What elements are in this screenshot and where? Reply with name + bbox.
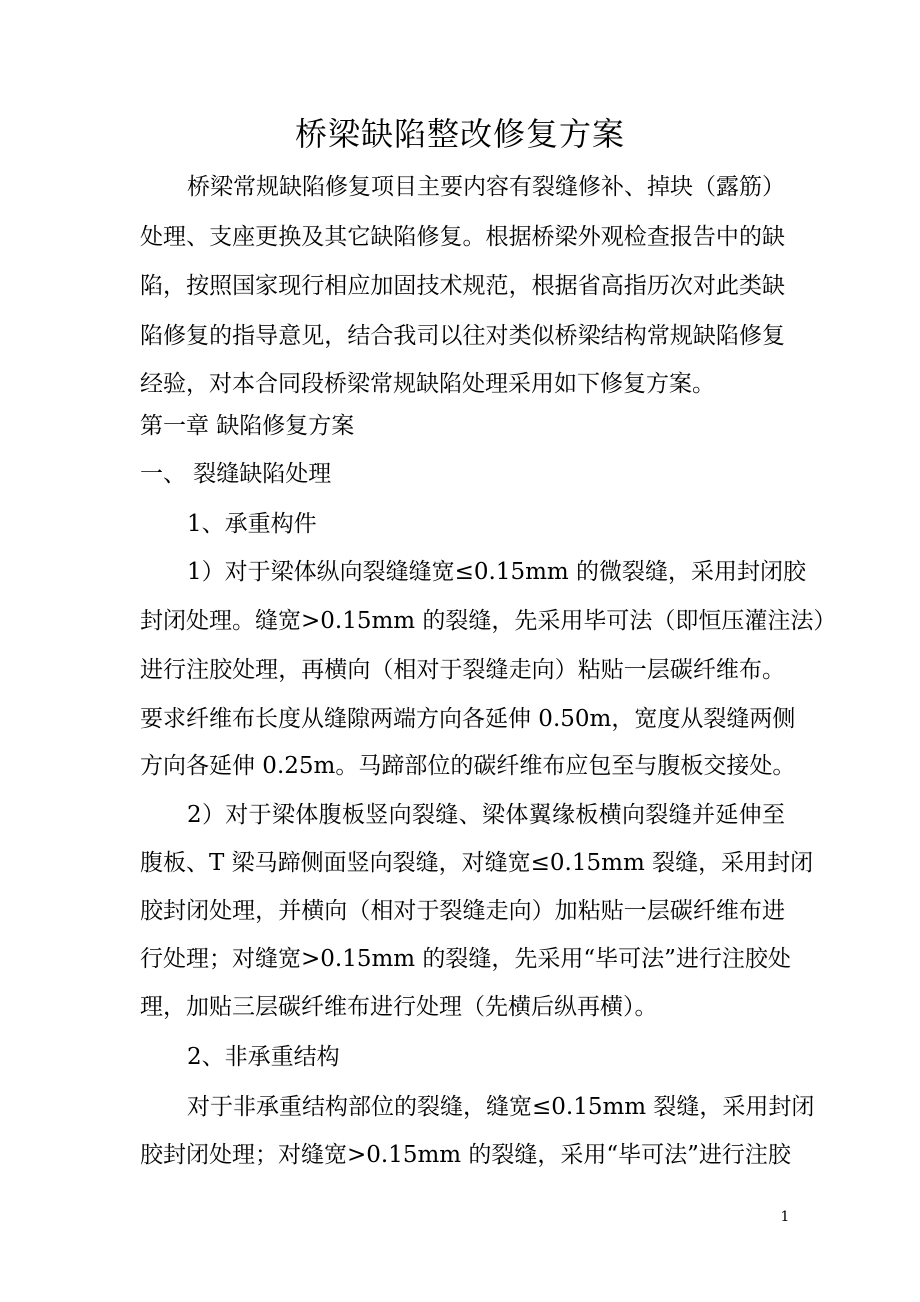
paragraph-line: 对于非承重结构部位的裂缝，缝宽≤0.15mm 裂缝，采用封闭 bbox=[187, 1094, 815, 1120]
subsection-heading: 2、非承重结构 bbox=[187, 1044, 340, 1070]
paragraph-line: 处理、支座更换及其它缺陷修复。根据桥梁外观检查报告中的缺 bbox=[140, 224, 785, 250]
paragraph-line: 行处理；对缝宽>0.15mm 的裂缝，先采用“毕可法”进行注胶处 bbox=[140, 946, 791, 972]
paragraph-line: 2）对于梁体腹板竖向裂缝、梁体翼缘板横向裂缝并延伸至 bbox=[187, 802, 785, 828]
paragraph-line: 理，加贴三层碳纤维布进行处理（先横后纵再横）。 bbox=[140, 994, 658, 1020]
chapter-heading: 第一章 缺陷修复方案 bbox=[140, 413, 355, 439]
paragraph-line: 胶封闭处理，并横向（相对于裂缝走向）加粘贴一层碳纤维布进 bbox=[140, 898, 785, 924]
paragraph-line: 桥梁常规缺陷修复项目主要内容有裂缝修补、掉块（露筋） bbox=[187, 174, 785, 200]
paragraph-line: 陷，按照国家现行相应加固技术规范，根据省高指历次对此类缺 bbox=[140, 273, 785, 299]
paragraph-line: 方向各延伸 0.25m。马蹄部位的碳纤维布应包至与腹板交接处。 bbox=[140, 753, 796, 779]
paragraph-line: 进行注胶处理，再横向（相对于裂缝走向）粘贴一层碳纤维布。 bbox=[140, 657, 785, 683]
document-title: 桥梁缺陷整改修复方案 bbox=[294, 115, 625, 153]
paragraph-line: 要求纤维布长度从缝隙两端方向各延伸 0.50m，宽度从裂缝两侧 bbox=[140, 706, 796, 732]
paragraph-line: 封闭处理。缝宽>0.15mm 的裂缝，先采用毕可法（即恒压灌注法） bbox=[140, 608, 837, 634]
subsection-heading: 1、承重构件 bbox=[187, 511, 317, 537]
section-heading: 一、 裂缝缺陷处理 bbox=[140, 461, 332, 487]
paragraph-line: 腹板、T 梁马蹄侧面竖向裂缝，对缝宽≤0.15mm 裂缝，采用封闭 bbox=[140, 850, 814, 876]
paragraph-line: 1）对于梁体纵向裂缝缝宽≤0.15mm 的微裂缝，采用封闭胶 bbox=[187, 559, 807, 585]
paragraph-line: 经验，对本合同段桥梁常规缺陷处理采用如下修复方案。 bbox=[140, 371, 715, 397]
paragraph-line: 陷修复的指导意见，结合我司以往对类似桥梁结构常规缺陷修复 bbox=[140, 323, 785, 349]
page-number: 1 bbox=[780, 1209, 790, 1225]
paragraph-line: 胶封闭处理；对缝宽>0.15mm 的裂缝，采用“毕可法”进行注胶 bbox=[140, 1142, 791, 1168]
